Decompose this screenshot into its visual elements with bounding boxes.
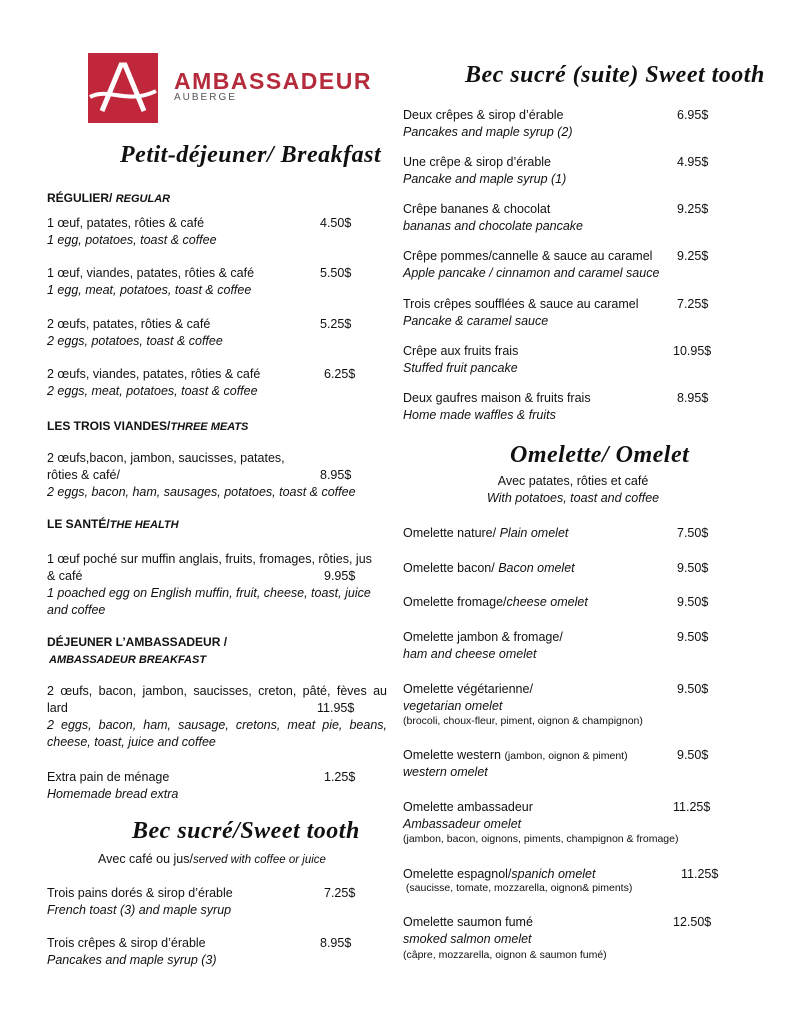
price: 11.25$: [681, 867, 719, 881]
sweet-tooth-title: Bec sucré/Sweet tooth: [132, 818, 360, 844]
brand-subtitle: AUBERGE: [174, 92, 237, 103]
price: 11.95$: [317, 701, 355, 715]
price: 9.95$: [324, 569, 356, 583]
price: 5.50$: [320, 266, 352, 280]
price: 4.50$: [320, 216, 352, 230]
price: 9.50$: [677, 748, 709, 762]
sweet-tooth-note: Avec café ou jus/served with coffee or juice: [98, 852, 326, 866]
price: 8.95$: [677, 391, 709, 405]
price: 7.25$: [677, 297, 709, 311]
price: 7.25$: [324, 886, 356, 900]
price: 9.25$: [677, 202, 709, 216]
section-heading-regular: RÉGULIER/ REGULAR: [47, 191, 171, 205]
omelet-note-fr: Avec patates, rôties et café: [497, 474, 649, 488]
logo-mark-icon: [88, 53, 158, 123]
price: 8.95$: [320, 936, 352, 950]
breakfast-title: Petit-déjeuner/ Breakfast: [120, 142, 382, 168]
price: 9.50$: [677, 561, 709, 575]
omelet-note-en: With potatoes, toast and coffee: [486, 491, 660, 505]
sweet-tooth-continued-title: Bec sucré (suite) Sweet tooth: [465, 62, 765, 88]
section-heading-three-meats: LES TROIS VIANDES/THREE MEATS: [47, 419, 249, 433]
price: 8.95$: [320, 468, 352, 482]
section-heading-ambassadeur: DÉJEUNER L’AMBASSADEUR /: [47, 635, 228, 649]
price: 11.25$: [673, 800, 711, 814]
section-heading-health: LE SANTÉ/THE HEALTH: [47, 517, 179, 531]
price: 6.25$: [324, 367, 356, 381]
brand-name: AMBASSADEUR: [174, 68, 372, 94]
price: 9.50$: [677, 630, 709, 644]
omelet-title: Omelette/ Omelet: [510, 442, 690, 468]
price: 12.50$: [673, 915, 712, 929]
section-subheading-ambassadeur: AMBASSADEUR BREAKFAST: [49, 654, 207, 666]
price: 9.25$: [677, 249, 709, 263]
price: 4.95$: [677, 155, 709, 169]
price: 9.50$: [677, 595, 709, 609]
price: 9.50$: [677, 682, 709, 696]
price: 10.95$: [673, 344, 712, 358]
price: 6.95$: [677, 108, 709, 122]
price: 5.25$: [320, 317, 352, 331]
price: 1.25$: [324, 770, 356, 784]
price: 7.50$: [677, 526, 709, 540]
